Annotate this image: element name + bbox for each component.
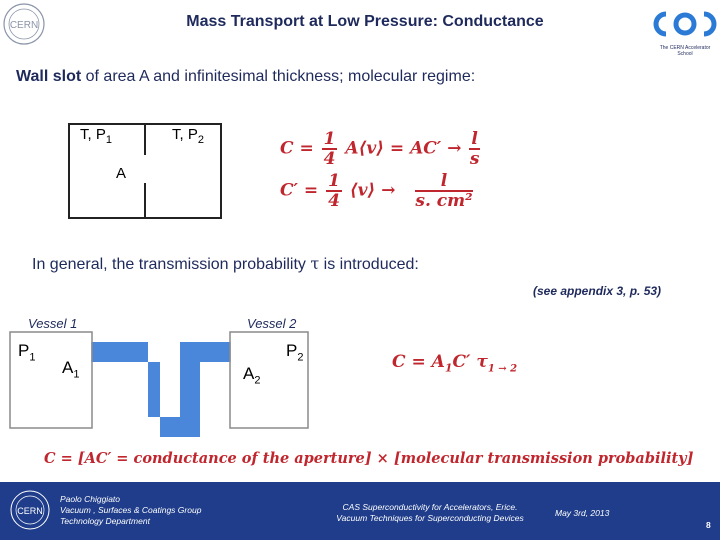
aperture-a2-label: $A_2$ [243,364,261,387]
general-statement: In general, the transmission probability τ is introduced: [32,254,419,273]
footer-event-line2: Vacuum Techniques for Superconducting Devices [336,513,524,523]
footer-date: May 3rd, 2013 [555,508,610,518]
vessel2-label: Vessel 2 [247,316,297,331]
cas-logo [652,4,718,57]
slot-right-label: T, $P_2$ [172,126,204,146]
subtitle-bold: Wall slot [16,68,82,85]
appendix-note: (see appendix 3, p. 53) [533,284,662,298]
page-title: Mass Transport at Low Pressure: Conductance [186,13,544,30]
equation-transmission: $C = A_1C'$ $\tau_{1 \to 2}$ [392,352,518,375]
footer-event-line1: CAS Superconductivity for Accelerators, Erice. [342,502,518,512]
svg-text:CERN: CERN [17,506,43,516]
slot-aperture-label: A [116,165,127,182]
cas-logo-icon [652,4,718,42]
footer-author: Paolo Chiggiato [60,494,121,504]
slot-left-label: T, $P_1$ [80,126,112,146]
section-subtitle [16,68,475,86]
equation-summary: C = [AC′ = conductance of the aperture] × [molecular transmission probability] [44,450,694,467]
equation-specific-conductance: C′ = $\frac{1}{4}$ ⟨v⟩ → $\frac{l}{\text{s. cm²}}$ [280,171,473,211]
vessel2-pressure: $P_2$ [286,341,304,364]
equation-conductance: C = $\frac{1}{4}$ A⟨v⟩ = AC′ → $\frac{l}{s}$ [280,129,480,169]
connecting-pipe [92,342,230,437]
footer-department: Technology Department [60,516,150,526]
footer-page-number: 8 [706,520,711,530]
footer-event-block [330,502,530,524]
cas-logo-caption: The CERN Accelerator School [659,45,711,57]
footer-author-block [60,494,201,527]
slot-opening [143,155,147,183]
subtitle-rest: of area A and infinitesimal thickness; molecular regime: [81,68,476,85]
footer-bar [0,482,720,540]
vessel1-label: Vessel 1 [28,316,78,331]
vessel1-pressure: $P_1$ [18,341,36,364]
footer-cern-logo-icon [8,488,52,532]
svg-text:CERN: CERN [9,20,39,31]
footer-group: Vacuum , Surfaces & Coatings Group [60,505,202,515]
aperture-a1-label: $A_1$ [62,358,80,381]
